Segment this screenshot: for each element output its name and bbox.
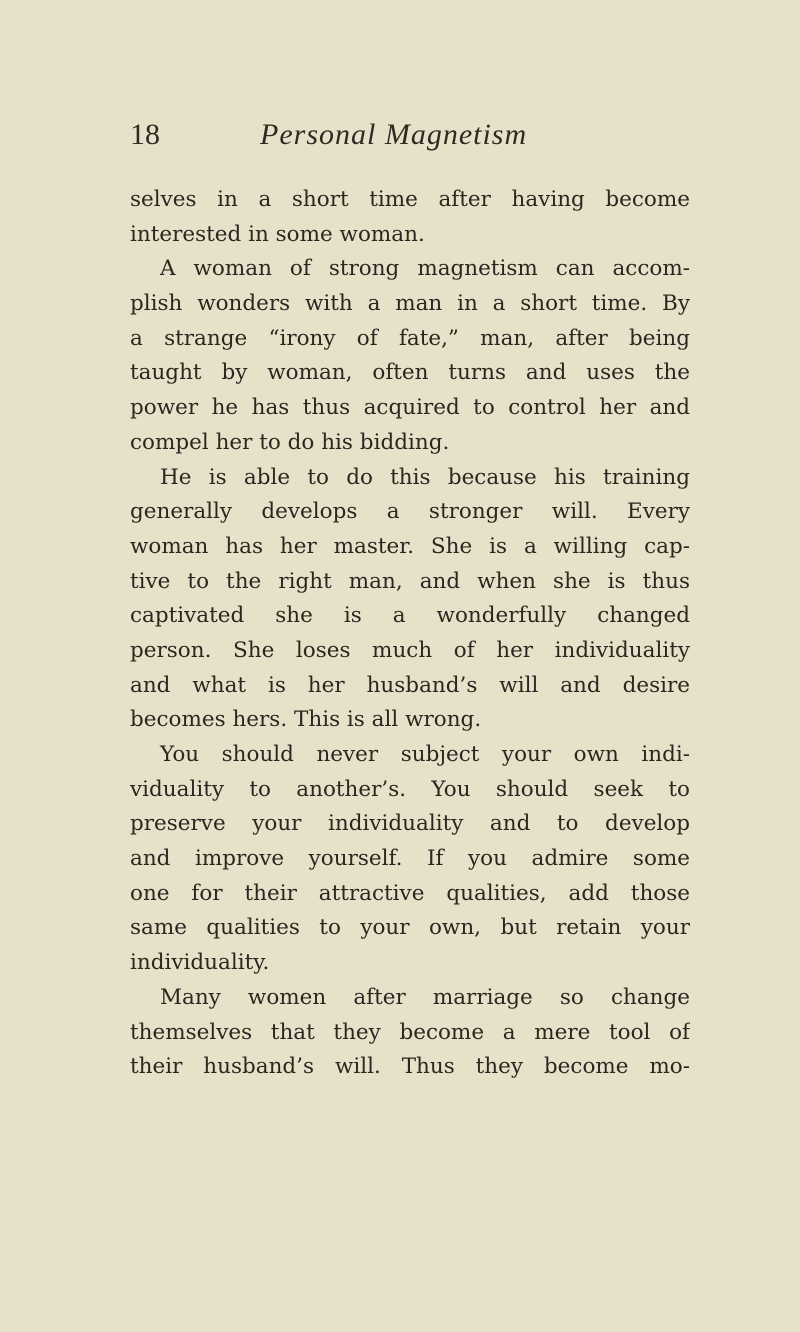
text-line: their husband’s will. Thus they become mo- [130, 1054, 690, 1080]
text-line: captivated she is a wonderfully changed [130, 603, 690, 629]
text-line: individuality. [130, 950, 270, 976]
text-line: tive to the right man, and when she is thus [130, 568, 690, 594]
text-line: Many women after marriage so change [160, 984, 690, 1010]
text-line: preserve your individuality and to develop [130, 811, 690, 837]
page-number: 18 [130, 118, 160, 151]
text-line: generally develops a stronger will. Every [130, 499, 690, 525]
text-line: A woman of strong magnetism can accom- [160, 256, 690, 282]
text-line: viduality to another’s. You should seek to [130, 776, 690, 802]
text-line: and improve yourself. If you admire some [130, 846, 690, 872]
text-line: compel her to do his bidding. [130, 429, 450, 455]
text-line: same qualities to your own, but retain your [130, 915, 690, 941]
text-line: person. She loses much of her individuality [130, 637, 690, 663]
running-title: Personal Magnetism [260, 118, 528, 151]
text-line: He is able to do this because his training [160, 464, 690, 490]
text-line: power he has thus acquired to control her and [130, 395, 690, 421]
text-line: taught by woman, often turns and uses the [130, 360, 690, 386]
text-line: one for their attractive qualities, add those [130, 880, 690, 906]
text-line: themselves that they become a mere tool of [130, 1019, 690, 1045]
running-head [130, 118, 690, 158]
text-line: a strange “irony of fate,” man, after being [130, 325, 690, 351]
text-line: interested in some woman. [130, 221, 425, 247]
text-line: selves in a short time after having become [130, 187, 690, 212]
text-line: becomes hers. This is all wrong. [130, 707, 482, 733]
text-line: plish wonders with a man in a short time. By [130, 291, 690, 317]
text-line: woman has her master. She is a willing cap- [130, 533, 690, 559]
body-text [130, 183, 690, 1085]
text-line: You should never subject your own indi- [160, 742, 690, 767]
text-line: and what is her husband’s will and desire [130, 672, 690, 698]
